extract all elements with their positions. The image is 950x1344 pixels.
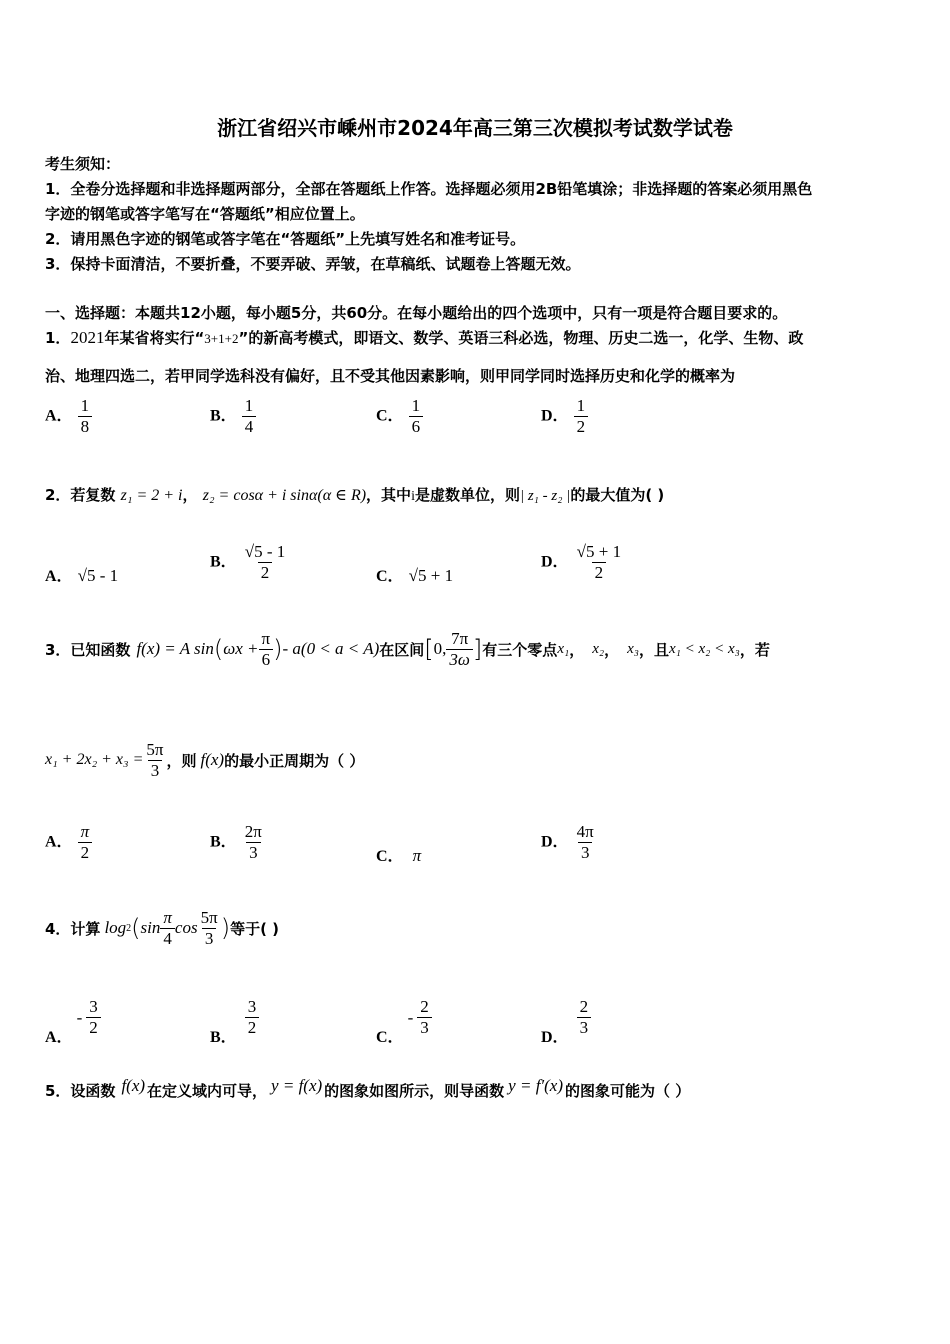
- q1-option-d: [541, 396, 588, 436]
- q3-a-fraction: [78, 822, 93, 862]
- q4-option-a: [45, 988, 101, 1047]
- q3-inner: ωx +: [223, 639, 259, 658]
- question-2: [45, 484, 664, 505]
- q2-option-a: [45, 563, 118, 586]
- option-label: D．: [541, 553, 569, 571]
- q4-text-2: 等于( ): [230, 919, 279, 938]
- q3-fx: f(x): [200, 750, 225, 769]
- q3-text-2: 在区间: [379, 640, 425, 659]
- option-label: D．: [541, 833, 569, 851]
- denominator: 4: [160, 928, 175, 949]
- q4-option-d: [541, 988, 591, 1047]
- q1-a-fraction: [78, 396, 93, 436]
- q5-text-4: 的图象可能为（ ）: [565, 1081, 691, 1100]
- q4-5pi-over-3: [198, 908, 221, 948]
- sign: -: [407, 1007, 414, 1027]
- numerator: 1: [244, 396, 254, 415]
- numerator: 3: [89, 997, 98, 1017]
- q3-condition: x₁ + 2x₂ + x₃ =: [45, 751, 144, 768]
- denominator: 6: [259, 649, 274, 670]
- numerator: π: [261, 628, 271, 648]
- denominator: 3: [246, 842, 261, 863]
- option-label: B．: [210, 833, 237, 851]
- numerator: 1: [576, 396, 586, 415]
- notice-line-3: 3．保持卡面清洁，不要折叠，不要弄破、弄皱，在草稿纸、试题卷上答题无效。: [45, 255, 581, 273]
- option-label: B．: [210, 553, 237, 571]
- option-label: D．: [541, 407, 569, 425]
- q4-d-fraction: [577, 997, 592, 1037]
- numerator: 2: [420, 997, 429, 1017]
- q2-option-d: [541, 542, 624, 582]
- q1-text-2: ”的新高考模式，即语文、数学、英语三科必选，物理、历史二选一，化学、生物、政: [238, 329, 804, 347]
- q4-c-fraction: [417, 997, 432, 1037]
- q3-d-fraction: [574, 822, 597, 862]
- bracket-right: ]: [472, 635, 483, 663]
- q2-d-fraction: [574, 542, 624, 582]
- option-label: C．: [376, 568, 404, 585]
- q2-c-value: √5 + 1: [408, 566, 454, 585]
- q2-text-3: 是虚数单位，则: [414, 486, 520, 504]
- q4-text-1: 4．计算: [45, 919, 101, 938]
- q4-option-b: [210, 988, 259, 1047]
- q3-x1: x₁: [557, 640, 570, 657]
- q1-number: 1．: [45, 329, 71, 347]
- q3-text-5: ，若: [739, 640, 770, 659]
- numerator: 1: [80, 396, 90, 415]
- q2-abs: | z₁ - z₂ |: [519, 488, 571, 504]
- q3-c-value: π: [412, 846, 422, 865]
- q1-option-c: [376, 396, 423, 436]
- numerator: 2: [579, 997, 589, 1017]
- option-label: C．: [376, 1029, 404, 1046]
- option-label: A．: [45, 568, 73, 585]
- denominator: 2: [245, 1017, 260, 1038]
- q2-b-fraction: [242, 542, 289, 582]
- q3-function: f(x) = A sin: [136, 639, 214, 658]
- option-label: A．: [45, 833, 73, 851]
- q3-text-6: ，则: [166, 751, 197, 770]
- q3-interval-fraction: [446, 629, 473, 669]
- notice-line-2: 2．请用黑色字迹的钢笔或答字笔在“答题纸”上先填写姓名和准考证号。: [45, 230, 526, 248]
- notice-heading: 考生须知：: [45, 155, 121, 173]
- q5-yfx: y = f(x): [271, 1076, 323, 1095]
- q5-text-2: 在定义域内可导，: [147, 1081, 268, 1100]
- q2-text-4: 的最大值为( ): [570, 486, 665, 504]
- q4-sin: sin: [140, 918, 161, 937]
- q4-pi-over-4: [160, 908, 175, 948]
- question-3-line-1: [45, 624, 770, 674]
- q5-text-3: 的图象如图所示，则导函数: [324, 1081, 505, 1100]
- question-3-line-2: [45, 735, 364, 785]
- numerator: 1: [411, 396, 421, 415]
- q3-text-4: ，且: [638, 640, 669, 659]
- q3-text-3: 有三个零点: [482, 640, 558, 659]
- q3-option-c: [376, 843, 421, 866]
- sign: -: [76, 1007, 83, 1027]
- numerator: 5π: [146, 739, 164, 759]
- q1-d-fraction: [574, 396, 589, 436]
- denominator: 3: [202, 928, 217, 949]
- numerator: π: [163, 907, 172, 927]
- denominator: 2: [78, 842, 93, 863]
- q5-fx: f(x): [121, 1076, 146, 1095]
- q1-year: 2021: [70, 328, 105, 347]
- option-label: C．: [376, 848, 404, 865]
- q5-yfpx: y = f′(x): [508, 1076, 563, 1095]
- notice-line-1b: 字迹的钢笔或答字笔写在“答题纸”相应位置上。: [45, 205, 365, 223]
- q1-c-fraction: [409, 396, 424, 436]
- q3-minus-a: - a(0 < a < A): [282, 639, 380, 658]
- option-label: B．: [210, 1029, 237, 1046]
- notice-line-1a: 1．全卷分选择题和非选择题两部分，全部在答题纸上作答。选择题必须用2B铅笔填涂；非选择题的答案必须用黑色: [45, 180, 813, 198]
- q1-option-a: [45, 396, 92, 436]
- q3-x3: x₃: [627, 640, 639, 657]
- denominator: 8: [78, 416, 93, 437]
- q2-a-value: √5 - 1: [77, 566, 119, 585]
- q3-text-7: 的最小正周期为（ ）: [224, 751, 365, 770]
- denominator: 3: [578, 842, 593, 863]
- q3-comma-2: ，: [604, 640, 620, 659]
- denominator: 2: [574, 416, 589, 437]
- denominator: 2: [86, 1017, 101, 1038]
- q1-mode: 3+1+2: [204, 331, 239, 346]
- q1-option-b: [210, 396, 256, 436]
- q5-text-1: 5．设函数: [45, 1081, 116, 1100]
- paren-left: (: [131, 914, 141, 942]
- q1-b-fraction: [242, 396, 257, 436]
- denominator: 3: [577, 1017, 592, 1038]
- section-heading: 一、选择题：本题共12小题，每小题5分，共60分。在每小题给出的四个选项中，只有一项是符合题目要求的。: [45, 304, 788, 322]
- q2-z1: z₁ = 2 + i: [120, 487, 183, 504]
- option-label: A．: [45, 407, 73, 425]
- option-label: D．: [541, 1029, 569, 1046]
- q2-z2: z₂ = cosα + i sinα(α ∈ R): [202, 487, 367, 504]
- option-label: C．: [376, 407, 404, 425]
- numerator: √5 + 1: [576, 542, 622, 561]
- q4-cos: cos: [174, 918, 198, 937]
- q2-i: i: [411, 489, 415, 504]
- q2-text-2: ，其中: [366, 486, 412, 504]
- paren-right: ): [220, 914, 231, 942]
- denominator: 3ω: [446, 649, 473, 670]
- q2-text-1: 2．若复数: [45, 486, 116, 504]
- numerator: 2π: [244, 822, 262, 841]
- q4-option-c: [376, 988, 432, 1047]
- question-5: [45, 1072, 690, 1108]
- option-label: B．: [210, 407, 237, 425]
- denominator: 6: [409, 416, 424, 437]
- q1-text-1: 年某省将实行“: [104, 329, 205, 347]
- paren-left: (: [213, 635, 224, 663]
- question-1-line-2: 治、地理四选二，若甲同学选科没有偏好，且不受其他因素影响，则甲同学同时选择历史和化学的概率为: [45, 367, 736, 385]
- q3-b-fraction: [242, 822, 265, 862]
- q2-option-c: [376, 563, 453, 586]
- numerator: 5π: [200, 907, 218, 927]
- q3-option-b: [210, 822, 265, 862]
- q3-condition-fraction: [143, 740, 166, 780]
- q3-x2: x₂: [592, 640, 605, 657]
- q3-pi-over-6: [259, 629, 274, 669]
- numerator: π: [80, 822, 90, 841]
- q3-option-d: [541, 822, 597, 862]
- q4-log-base: 2: [126, 922, 132, 934]
- q4-b-fraction: [245, 997, 260, 1037]
- option-label: A．: [45, 1029, 73, 1046]
- numerator: 3: [247, 997, 257, 1017]
- q4-a-fraction: [86, 997, 101, 1037]
- paren-right: ): [273, 635, 283, 663]
- numerator: 7π: [451, 628, 469, 648]
- q3-option-a: [45, 822, 92, 862]
- question-1-line-1: [45, 327, 803, 348]
- question-4: [45, 903, 279, 953]
- denominator: 4: [242, 416, 257, 437]
- q3-order: x₁ < x₂ < x₃: [668, 640, 740, 657]
- denominator: 3: [417, 1017, 432, 1038]
- q3-interval-left: 0,: [433, 639, 447, 658]
- denominator: 2: [592, 562, 607, 583]
- numerator: √5 - 1: [244, 542, 286, 561]
- denominator: 2: [258, 562, 273, 583]
- q3-text-1: 3．已知函数: [45, 640, 131, 659]
- q3-comma-1: ，: [569, 640, 585, 659]
- page-title: 浙江省绍兴市嵊州市2024年高三第三次模拟考试数学试卷: [217, 116, 733, 140]
- denominator: 3: [148, 760, 163, 781]
- numerator: 4π: [576, 822, 594, 841]
- q2-sep: ，: [182, 486, 198, 504]
- bracket-left: [: [424, 635, 434, 663]
- q4-log: log: [104, 918, 127, 937]
- q2-option-b: [210, 542, 288, 582]
